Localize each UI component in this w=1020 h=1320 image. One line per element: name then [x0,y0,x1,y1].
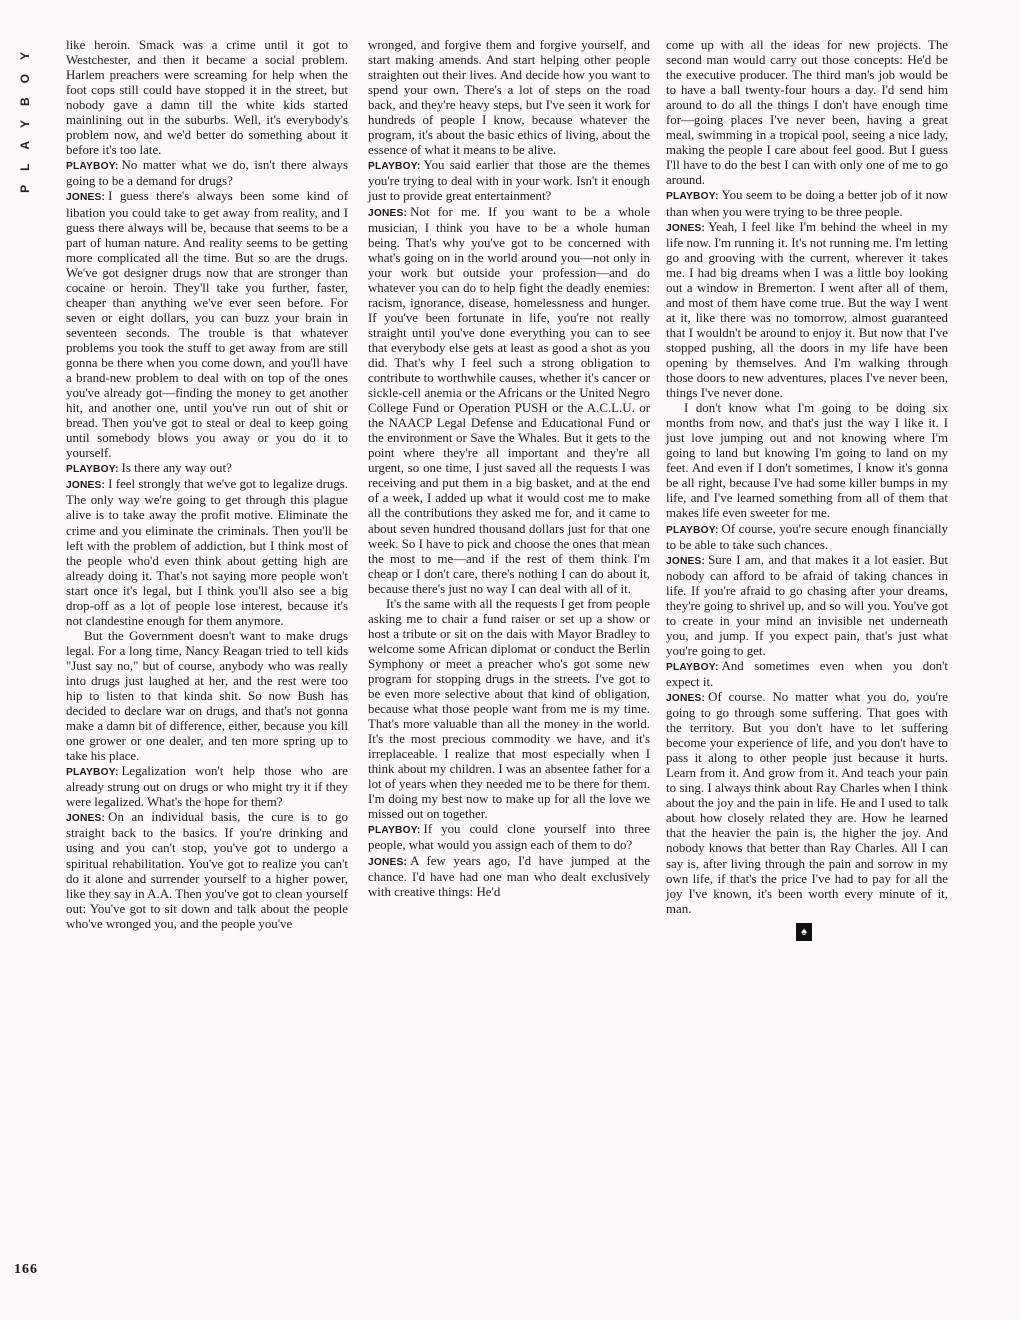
paragraph [368,597,650,823]
text-column-2 [368,38,650,900]
paragraph-text: Sure I am, and that makes it a lot easier. But nobody can afford to be afraid of taking chances in life. If you're afraid to go chasing after your dreams, they're going to shrivel up, and so will you. You've got to create in your mind an invisible net underneath you, and jump. If you expect pain, that's just what you're going to get. [666,552,948,658]
paragraph-text: It's the same with all the requests I get from people asking me to chair a fund raiser or set up a show or host a tribute or sit on the dais with Mayor Bradley to welcome some African diplomat or conduct the Berlin Symphony or meet a preacher who's got some new program for stopping drugs in the streets. I've got to be even more selective about that kind of obligation, because what those people want from me is my time. That's more valuable than all the money in the world. It's the most precious commodity we have, and it's irreplaceable. I realize that most especially when I think about my children. I was an absentee father for a lot of years when they needed me to be there for them. I'm doing my best now to make up for all the love we missed out on together. [368,596,650,822]
speaker-label: PLAYBOY: [66,161,119,173]
paragraph [666,401,948,521]
paragraph [66,477,348,628]
speaker-label: PLAYBOY: [666,191,719,203]
speaker-label: PLAYBOY: [66,767,119,779]
paragraph-text: Yeah, I feel like I'm behind the wheel in my life now. I'm running it. It's not running me. I'm letting go and grooving with the current, wherever it takes me. I had big dreams when I was a little boy looking out a window in Bremerton. I went after all of them, and most of them have come true. But the way I went at it, like there was no tomorrow, almost guaranteed that I wouldn't be around to enjoy it. But now that I've stopped pushing, all the doors in my life have been opening by themselves. And I'm walking through those doors to new adventures, places I've never been, things I've never done. [666,219,948,401]
paragraph-text: I guess there's always been some kind of libation you could take to get away from reality, and I guess there always will be, because that seems to be a part of human nature. And reality seems to be getting more complicated all the time. But so are the drugs. We've got designer drugs now that are stronger than cocaine or heroin. They'll take you further, faster, cheaper than anything we've ever seen before. For seven or eight dollars, you can buzz your brain in seventeen seconds. The trouble is that whatever problems you took the stuff to get away from are still gonna be there when you come down, and you'll have a brand-new problem to deal with on top of the ones you've already got—finding the money to get another hit, and another one, until you've run out of shit or bread. Then you've got to steal or deal to keep going until somebody blows you away or you do it to yourself. [66,189,348,461]
paragraph [66,158,348,189]
bunny-end-mark-icon: ♠ [796,923,812,941]
speaker-label: PLAYBOY: [368,161,421,173]
speaker-label: JONES: [666,693,706,705]
paragraph-text: Of course, you're secure enough financially to be able to take such chances. [666,521,948,552]
paragraph [368,205,650,597]
paragraph [666,522,948,553]
speaker-label: PLAYBOY: [666,524,719,536]
text-column-3 [666,38,948,941]
paragraph [66,810,348,931]
paragraph [368,854,650,900]
text-column-1 [66,38,348,932]
paragraph [66,189,348,461]
paragraph [368,158,650,204]
paragraph-text: But the Government doesn't want to make drugs legal. For a long time, Nancy Reagan tried to tell kids "Just say no," but of course, anybody who was really into drugs just laughed at her, and the rest were too hip to listen to that kinda shit. So now Bush has decided to declare war on drugs, and that's not gonna make a damn bit of difference, either, because you kill one grower or one dealer, and ten more spring up to take his place. [66,628,348,764]
speaker-label: PLAYBOY: [666,661,719,673]
speaker-label: JONES: [66,192,106,204]
speaker-label: PLAYBOY: [66,464,119,476]
paragraph [666,38,948,188]
paragraph [666,220,948,402]
paragraph [66,764,348,810]
paragraph-text: I don't know what I'm going to be doing six months from now, and that's just the way I like it. I just love jumping out and not knowing where I'm going to land but knowing I'm going to land on my feet. And even if I don't sometimes, I know it's gonna be all right, because I've had some killer bumps in my life, and I've learned something from all of them that makes life even sweeter for me. [666,401,948,521]
paragraph-text: You said earlier that those are the themes you're trying to deal with in your work. Isn't it enough just to provide great entertainment? [368,158,650,204]
paragraph [66,629,348,764]
paragraph-text: wronged, and forgive them and forgive yourself, and start making amends. And start helping other people straighten out their lives. And decide how you want to spend your own. There's a lot of steps on the road back, and they're heavy steps, but I've seen it work for hundreds of people I know, because whatever the program, it's about the basic ethics of living, about the essence of what it means to be alive. [368,38,650,158]
paragraph-text: Legalization won't help those who are already strung out on drugs or who might try it if they were legalized. What's the hope for them? [66,764,348,810]
paragraph-text: I feel strongly that we've got to legalize drugs. The only way we're going to get through this plague alive is to take away the profit motive. Eliminate the crime and you eliminate the criminals. Then you'll be left with the problem of addiction, but I think most of the people who'd even think about getting high are already doing it. That's not saying more people won't start once it's legal, but I think you'll also see a big drop-off as a lot of people lose interest, because it's not clandestine enough for them anymore. [66,477,348,628]
paragraph-text: Of course. No matter what you do, you're going to go through some suffering. That goes with the territory. But you don't have to let suffering become your experience of life, and you don't have to pass it along to other people just because it hurts. Learn from it. And grow from it. And teach your pain to sing. I always think about Ray Charles when I think about the joy and the pain in life. He and I used to talk about how closely related they are. How he learned that the heavier the pain is, the higher the joy. And nobody knows that better than Ray Charles. All I can say is, after living through the pain and sorrow in my own life, if that's the price I've had to pay for all the joy I've known, it's been worth every minute of it, man. [666,690,948,916]
paragraph [66,38,348,158]
magazine-masthead: PLAYBOY [18,38,32,193]
paragraph [368,822,650,853]
page-number: 166 [14,1262,38,1277]
paragraph-text: Is there any way out? [121,461,232,476]
speaker-label: JONES: [66,813,106,825]
speaker-label: JONES: [666,555,706,567]
paragraph-text: If you could clone yourself into three people, what would you assign each of them to do? [368,822,650,853]
paragraph-text: No matter what we do, isn't there always going to be a demand for drugs? [66,158,348,189]
speaker-label: JONES: [66,480,106,492]
paragraph-text: A few years ago, I'd have jumped at the chance. I'd have had one man who dealt exclusively with creative things: He'd [368,853,650,899]
speaker-label: JONES: [368,207,408,219]
speaker-label: PLAYBOY: [368,825,421,837]
speaker-label: JONES: [368,856,408,868]
paragraph [666,659,948,690]
paragraph [368,38,650,158]
paragraph-text: You seem to be doing a better job of it now than when you were trying to be three people. [666,188,948,219]
paragraph-text: come up with all the ideas for new projects. The second man would carry out those concepts: He'd be the executive producer. The third man's job would be to have a ball twenty-four hours a day. I'd send him around to do all the things I don't have enough time for—going places I've never been, having a great meal, swimming in a tropical pool, seeing a nice lady, making the people I care about feel good. But I guess I'll have to do the best I can with only one of me to go around. [666,38,948,188]
paragraph [666,553,948,659]
paragraph-text: like heroin. Smack was a crime until it got to Westchester, and then it became a social problem. Harlem preachers were screaming for help when the foot cops still could have stopped it in the street, but nobody gave a damn till the white kids started mainlining out in the suburbs. Well, it's everybody's problem now, and we'd better do something about it before it's too late. [66,38,348,158]
paragraph [66,461,348,477]
paragraph-text: Not for me. If you want to be a whole musician, I think you have to be a whole human being. That's why you've got to be concerned with what's going on in the world around you—not only in your work but outside your profession—and do whatever you can do to help fight the deadly enemies: racism, ignorance, disease, homelessness and hunger. If you've been fortunate in life, you're not really straight until you've done everything you can to see that everybody else gets at least as good a shot as you did. That's why I feel such a strong obligation to contribute to worthwhile causes, whether it's cancer or sickle-cell anemia or the Africans or the United Negro College Fund or Operation PUSH or the A.C.L.U. or the NAACP Legal Defense and Educational Fund or the environment or Save the Whales. But it gets to the point where they're all important and they're all urgent, so one time, I just saved all the requests I was receiving and put them in a big basket, and at the end of a week, I added up what it would cost me to make all the contributions they asked me for, and it came to about seven hundred thousand dollars just for that one week. So I have to pick and choose the ones that mean the most to me—and if the rest of them think I'm cheap or I don't care, there's nothing I can do about it, because there's just no way I can deal with all of it. [368,204,650,596]
speaker-label: JONES: [666,222,706,234]
paragraph [666,690,948,917]
paragraph-text: On an individual basis, the cure is to go straight back to the basics. If you're drinking and using and you can't stop, you've got to undergo a spiritual rehabilitation. You've got to realize you can't do it alone and surrender yourself to a higher power, like they say in A.A. Then you've got to clean yourself out: You've got to sit down and talk about the people who've wronged you, and the people you've [66,810,348,931]
paragraph-text: And sometimes even when you don't expect it. [666,658,948,689]
paragraph [666,188,948,219]
